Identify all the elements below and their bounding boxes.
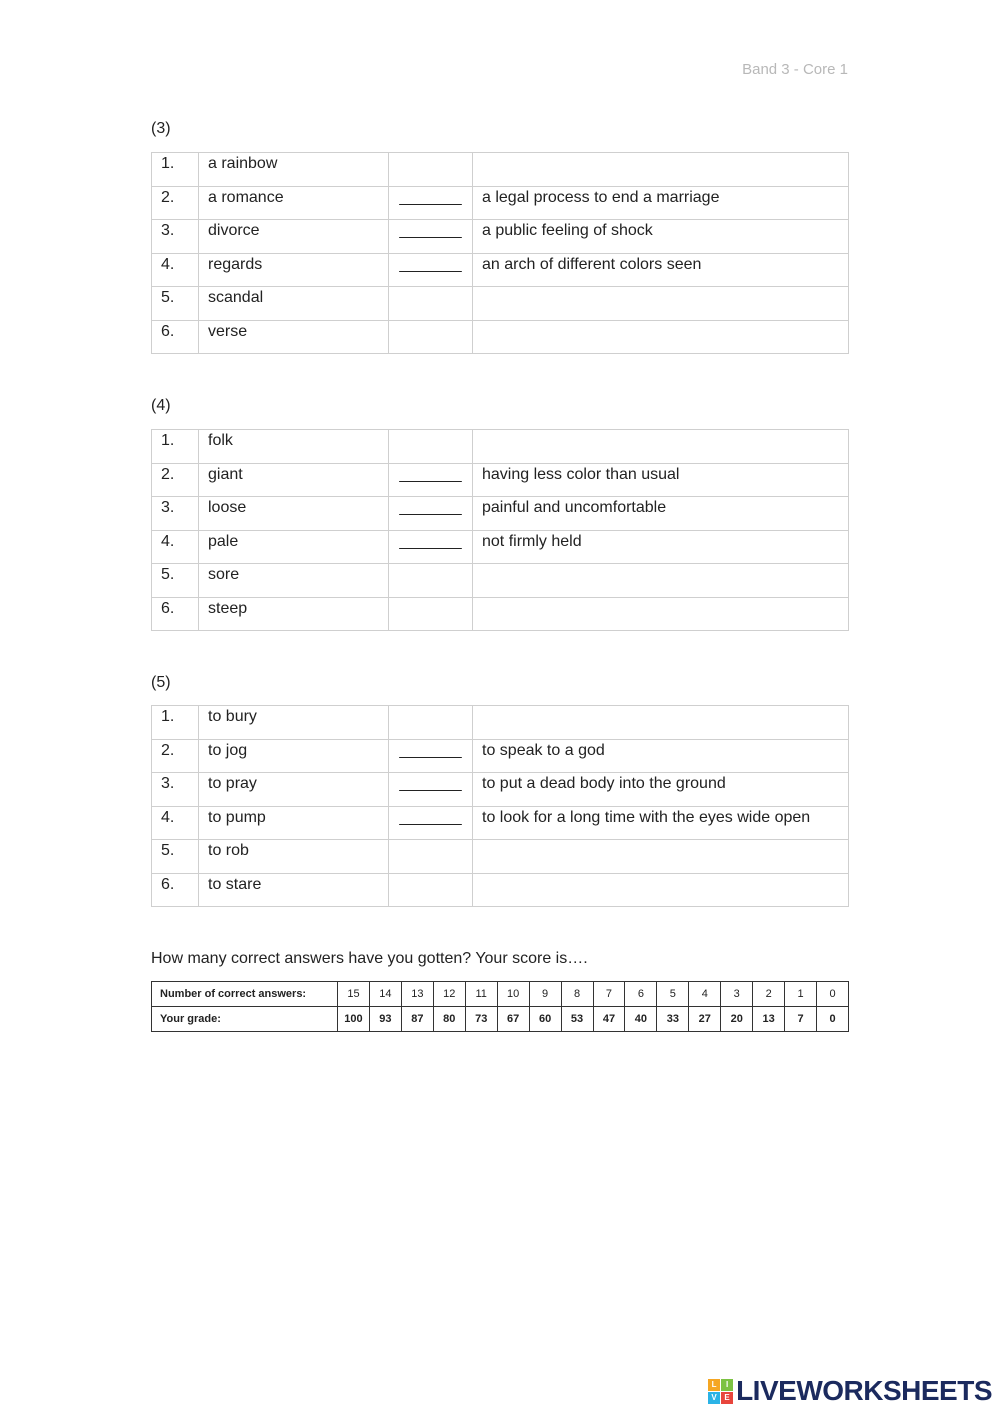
table-row xyxy=(152,597,849,631)
item-definition: to look for a long time with the eyes wide open xyxy=(473,806,849,840)
answers-row xyxy=(152,982,849,1007)
item-definition: to speak to a god xyxy=(473,739,849,773)
item-number: 2. xyxy=(152,463,199,497)
grade-cell: 0 xyxy=(817,1007,849,1032)
matching-table-5 xyxy=(151,705,849,907)
item-word: giant xyxy=(199,463,389,497)
grade-cell: 40 xyxy=(625,1007,657,1032)
item-word: folk xyxy=(199,430,389,464)
answer-count-cell: 2 xyxy=(753,982,785,1007)
answer-blank[interactable]: _______ xyxy=(389,220,473,254)
item-number: 4. xyxy=(152,530,199,564)
matching-table-3 xyxy=(151,152,849,354)
answer-count-cell: 14 xyxy=(369,982,401,1007)
answer-count-cell: 3 xyxy=(721,982,753,1007)
grade-cell: 13 xyxy=(753,1007,785,1032)
item-word: to jog xyxy=(199,739,389,773)
item-definition xyxy=(473,706,849,740)
item-word: a romance xyxy=(199,186,389,220)
item-word: to stare xyxy=(199,873,389,907)
answer-blank[interactable]: _______ xyxy=(389,530,473,564)
answer-blank[interactable]: _______ xyxy=(389,186,473,220)
item-number: 1. xyxy=(152,430,199,464)
item-number: 4. xyxy=(152,806,199,840)
answer-blank xyxy=(389,153,473,187)
item-word: a rainbow xyxy=(199,153,389,187)
grade-cell: 87 xyxy=(401,1007,433,1032)
item-definition: an arch of different colors seen xyxy=(473,253,849,287)
answer-count-cell: 11 xyxy=(465,982,497,1007)
grade-cell: 80 xyxy=(433,1007,465,1032)
item-number: 4. xyxy=(152,253,199,287)
item-number: 3. xyxy=(152,773,199,807)
item-word: to bury xyxy=(199,706,389,740)
answer-count-cell: 1 xyxy=(785,982,817,1007)
item-definition: a legal process to end a marriage xyxy=(473,186,849,220)
table-row xyxy=(152,153,849,187)
item-definition xyxy=(473,597,849,631)
item-definition xyxy=(473,430,849,464)
item-number: 6. xyxy=(152,597,199,631)
grade-cell: 7 xyxy=(785,1007,817,1032)
table-row xyxy=(152,739,849,773)
table-row xyxy=(152,430,849,464)
logo-mark-tile: E xyxy=(721,1392,733,1404)
grades-row xyxy=(152,1007,849,1032)
section-label-4: (4) xyxy=(151,397,171,414)
item-word: verse xyxy=(199,320,389,354)
item-number: 6. xyxy=(152,320,199,354)
item-number: 6. xyxy=(152,873,199,907)
item-definition xyxy=(473,320,849,354)
table-row xyxy=(152,773,849,807)
answer-count-cell: 9 xyxy=(529,982,561,1007)
table-row xyxy=(152,320,849,354)
logo-text: LIVEWORKSHEETS xyxy=(736,1375,992,1406)
item-definition xyxy=(473,873,849,907)
answer-count-cell: 6 xyxy=(625,982,657,1007)
table-row xyxy=(152,220,849,254)
answer-count-cell: 7 xyxy=(593,982,625,1007)
section-label-3: (3) xyxy=(151,120,171,137)
liveworksheets-logo[interactable] xyxy=(708,1375,992,1407)
table-row xyxy=(152,287,849,321)
grade-cell: 60 xyxy=(529,1007,561,1032)
table-row xyxy=(152,806,849,840)
grade-cell: 53 xyxy=(561,1007,593,1032)
item-definition xyxy=(473,287,849,321)
item-number: 5. xyxy=(152,840,199,874)
table-row xyxy=(152,463,849,497)
item-number: 1. xyxy=(152,706,199,740)
answer-blank xyxy=(389,706,473,740)
answer-blank[interactable]: _______ xyxy=(389,463,473,497)
answer-count-cell: 0 xyxy=(817,982,849,1007)
answers-label: Number of correct answers: xyxy=(152,982,338,1007)
item-number: 1. xyxy=(152,153,199,187)
grade-cell: 93 xyxy=(369,1007,401,1032)
answer-count-cell: 5 xyxy=(657,982,689,1007)
grade-cell: 20 xyxy=(721,1007,753,1032)
answer-blank[interactable]: _______ xyxy=(389,739,473,773)
table-row xyxy=(152,873,849,907)
table-row xyxy=(152,253,849,287)
grade-cell: 100 xyxy=(338,1007,370,1032)
grade-cell: 27 xyxy=(689,1007,721,1032)
table-row xyxy=(152,186,849,220)
answer-blank xyxy=(389,287,473,321)
matching-table-4 xyxy=(151,429,849,631)
item-word: to rob xyxy=(199,840,389,874)
answer-blank[interactable]: _______ xyxy=(389,497,473,531)
score-table xyxy=(151,981,849,1032)
logo-mark-tile: L xyxy=(708,1379,720,1391)
item-word: steep xyxy=(199,597,389,631)
item-word: divorce xyxy=(199,220,389,254)
table-row xyxy=(152,706,849,740)
item-definition xyxy=(473,564,849,598)
section-label-5: (5) xyxy=(151,674,171,691)
grade-cell: 67 xyxy=(497,1007,529,1032)
item-word: pale xyxy=(199,530,389,564)
answer-blank xyxy=(389,320,473,354)
item-definition xyxy=(473,153,849,187)
item-number: 3. xyxy=(152,220,199,254)
answer-blank xyxy=(389,564,473,598)
answer-blank xyxy=(389,873,473,907)
item-definition: having less color than usual xyxy=(473,463,849,497)
logo-mark-tile: V xyxy=(708,1392,720,1404)
answer-count-cell: 12 xyxy=(433,982,465,1007)
answer-blank[interactable]: _______ xyxy=(389,806,473,840)
answer-count-cell: 4 xyxy=(689,982,721,1007)
item-word: regards xyxy=(199,253,389,287)
answer-count-cell: 10 xyxy=(497,982,529,1007)
logo-mark-tile: I xyxy=(721,1379,733,1391)
answer-blank xyxy=(389,430,473,464)
item-number: 2. xyxy=(152,186,199,220)
item-word: to pray xyxy=(199,773,389,807)
answer-blank[interactable]: _______ xyxy=(389,773,473,807)
answer-count-cell: 13 xyxy=(401,982,433,1007)
answer-count-cell: 15 xyxy=(338,982,370,1007)
item-word: loose xyxy=(199,497,389,531)
item-number: 5. xyxy=(152,564,199,598)
item-word: scandal xyxy=(199,287,389,321)
item-definition: painful and uncomfortable xyxy=(473,497,849,531)
table-row xyxy=(152,564,849,598)
answer-blank xyxy=(389,840,473,874)
item-definition xyxy=(473,840,849,874)
item-definition: to put a dead body into the ground xyxy=(473,773,849,807)
answer-blank[interactable]: _______ xyxy=(389,253,473,287)
page-header: Band 3 - Core 1 xyxy=(742,61,848,78)
item-number: 3. xyxy=(152,497,199,531)
item-definition: not firmly held xyxy=(473,530,849,564)
item-word: sore xyxy=(199,564,389,598)
table-row xyxy=(152,530,849,564)
grade-cell: 47 xyxy=(593,1007,625,1032)
item-number: 2. xyxy=(152,739,199,773)
grade-label: Your grade: xyxy=(152,1007,338,1032)
logo-mark-icon xyxy=(708,1379,733,1404)
grade-cell: 73 xyxy=(465,1007,497,1032)
table-row xyxy=(152,497,849,531)
item-definition: a public feeling of shock xyxy=(473,220,849,254)
item-number: 5. xyxy=(152,287,199,321)
grade-cell: 33 xyxy=(657,1007,689,1032)
item-word: to pump xyxy=(199,806,389,840)
score-question: How many correct answers have you gotten? Your score is…. xyxy=(151,950,588,967)
answer-count-cell: 8 xyxy=(561,982,593,1007)
table-row xyxy=(152,840,849,874)
answer-blank xyxy=(389,597,473,631)
